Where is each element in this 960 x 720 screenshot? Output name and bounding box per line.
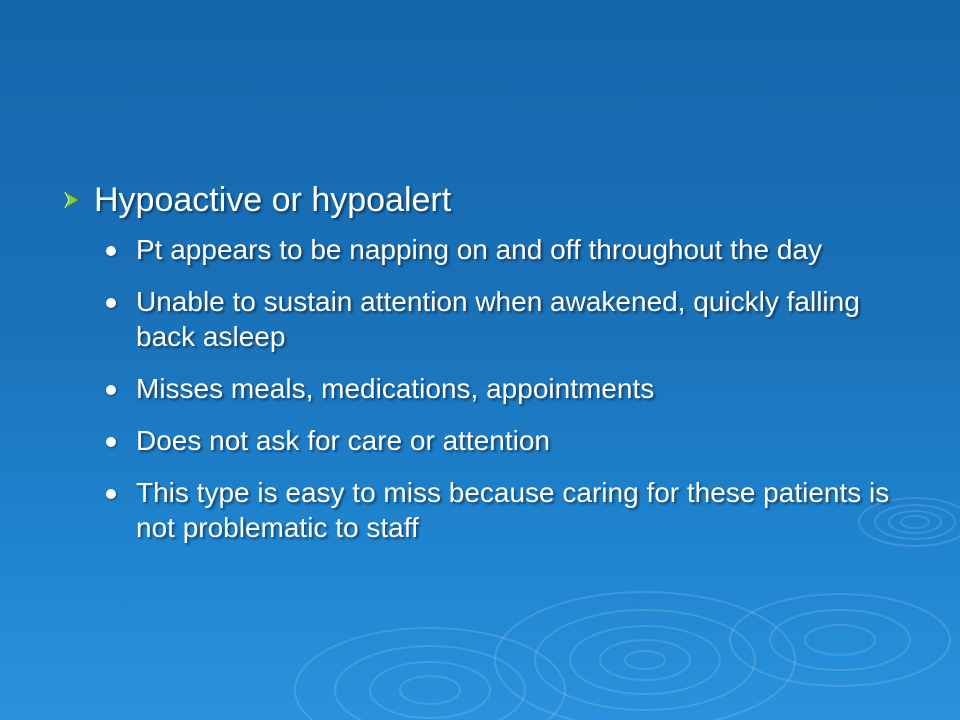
- dot-bullet-icon: [106, 437, 116, 447]
- list-item-text: Does not ask for care or attention: [136, 425, 550, 456]
- arrow-right-icon: [62, 178, 84, 222]
- slide-content: [62, 178, 922, 562]
- list-item: [106, 284, 922, 354]
- list-item: [106, 423, 922, 458]
- list-item: [106, 475, 922, 545]
- bullet-list: [62, 232, 922, 545]
- list-item-text: Unable to sustain attention when awakened, quickly falling back asleep: [136, 286, 860, 352]
- dot-bullet-icon: [106, 489, 116, 499]
- dot-bullet-icon: [106, 246, 116, 256]
- list-item: [106, 232, 922, 267]
- list-item-text: This type is easy to miss because caring for these patients is not problematic to staff: [136, 477, 890, 543]
- bullet-heading: [62, 178, 922, 222]
- list-item-text: Pt appears to be napping on and off throughout the day: [136, 234, 823, 265]
- list-item-text: Misses meals, medications, appointments: [136, 373, 655, 404]
- heading-text: Hypoactive or hypoalert: [94, 181, 452, 219]
- dot-bullet-icon: [106, 385, 116, 395]
- dot-bullet-icon: [106, 298, 116, 308]
- list-item: [106, 371, 922, 406]
